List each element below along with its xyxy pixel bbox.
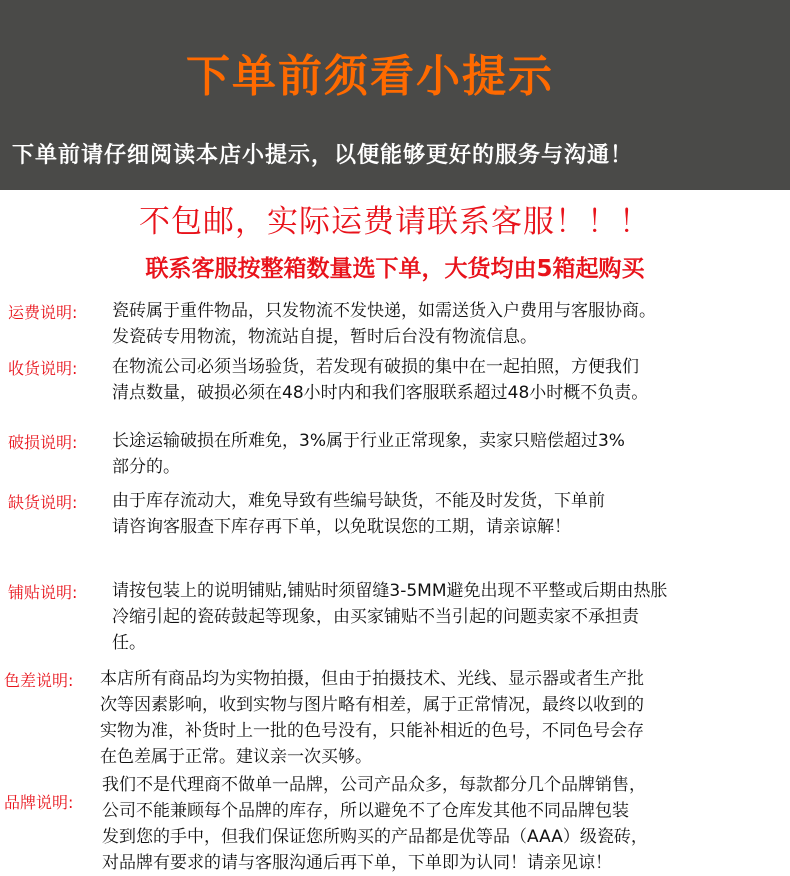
notice-line: 本店所有商品均为实物拍摄，但由于拍摄技术、光线、显示器或者生产批 [100, 669, 644, 689]
notice-label: 品牌说明: [4, 793, 74, 812]
notice-line: 对品牌有要求的请与客服沟通后再下单，下单即为认同！请亲见谅！ [102, 853, 612, 873]
notice-line: 实物为准，补货时上一批的色号没有，只能补相近的色号，不同色号会存 [100, 721, 644, 741]
notice-line: 发瓷砖专用物流，物流站自提，暂时后台没有物流信息。 [112, 327, 537, 347]
notice-label: 破损说明: [8, 433, 78, 452]
notice-text [102, 772, 786, 876]
notice-text [112, 298, 786, 350]
notice-line: 我们不是代理商不做单一品牌，公司产品众多，每款都分几个品牌销售， [102, 775, 646, 795]
shipping-warning: 不包邮，实际运费请联系客服！！！ [139, 204, 651, 240]
header-banner [0, 0, 790, 190]
notice-line: 发到您的手中，但我们保证您所购买的产品都是优等品（AAA）级瓷砖， [102, 827, 648, 847]
notice-text [112, 428, 786, 480]
notice-text [112, 578, 786, 656]
notice-line: 次等因素影响，收到实物与图片略有相差，属于正常情况，最终以收到的 [100, 695, 644, 715]
notice-line: 冷缩引起的瓷砖鼓起等现象，由买家铺贴不当引起的问题卖家不承担责 [112, 607, 639, 627]
notice-label: 缺货说明: [8, 493, 78, 512]
notice-text [112, 488, 786, 540]
notice-line: 公司不能兼顾每个品牌的库存，所以避免不了仓库发其他不同品牌包装 [102, 801, 629, 821]
notice-text [100, 666, 786, 770]
page-title: 下单前须看小提示 [186, 51, 554, 102]
notice-line: 请咨询客服查下库存再下单，以免耽误您的工期，请亲谅解！ [112, 517, 571, 537]
notice-label: 铺贴说明: [8, 583, 78, 602]
notice-line: 在物流公司必须当场验货，若发现有破损的集中在一起拍照，方便我们 [112, 357, 639, 377]
notice-line: 长途运输破损在所难免，3%属于行业正常现象，卖家只赔偿超过3% [112, 431, 625, 451]
notice-line: 在色差属于正常。建议亲一次买够。 [100, 747, 372, 767]
page-subtitle: 下单前请仔细阅读本店小提示，以便能够更好的服务与沟通！ [12, 143, 634, 168]
notice-line: 请按包装上的说明铺贴,铺贴时须留缝3-5MM避免出现不平整或后期由热胀 [112, 581, 668, 601]
order-warning: 联系客服按整箱数量选下单，大货均由5箱起购买 [145, 256, 645, 282]
notice-label: 色差说明: [4, 671, 74, 690]
notice-line: 部分的。 [112, 457, 180, 477]
notice-label: 收货说明: [8, 359, 78, 378]
notice-text [112, 354, 786, 406]
notice-label: 运费说明: [8, 303, 78, 322]
notice-line: 瓷砖属于重件物品，只发物流不发快递，如需送货入户费用与客服协商。 [112, 301, 656, 321]
notice-line: 任。 [112, 633, 146, 653]
notice-line: 由于库存流动大，难免导致有些编号缺货，不能及时发货，下单前 [112, 491, 605, 511]
notice-line: 清点数量，破损必须在48小时内和我们客服联系超过48小时概不负责。 [112, 383, 649, 403]
